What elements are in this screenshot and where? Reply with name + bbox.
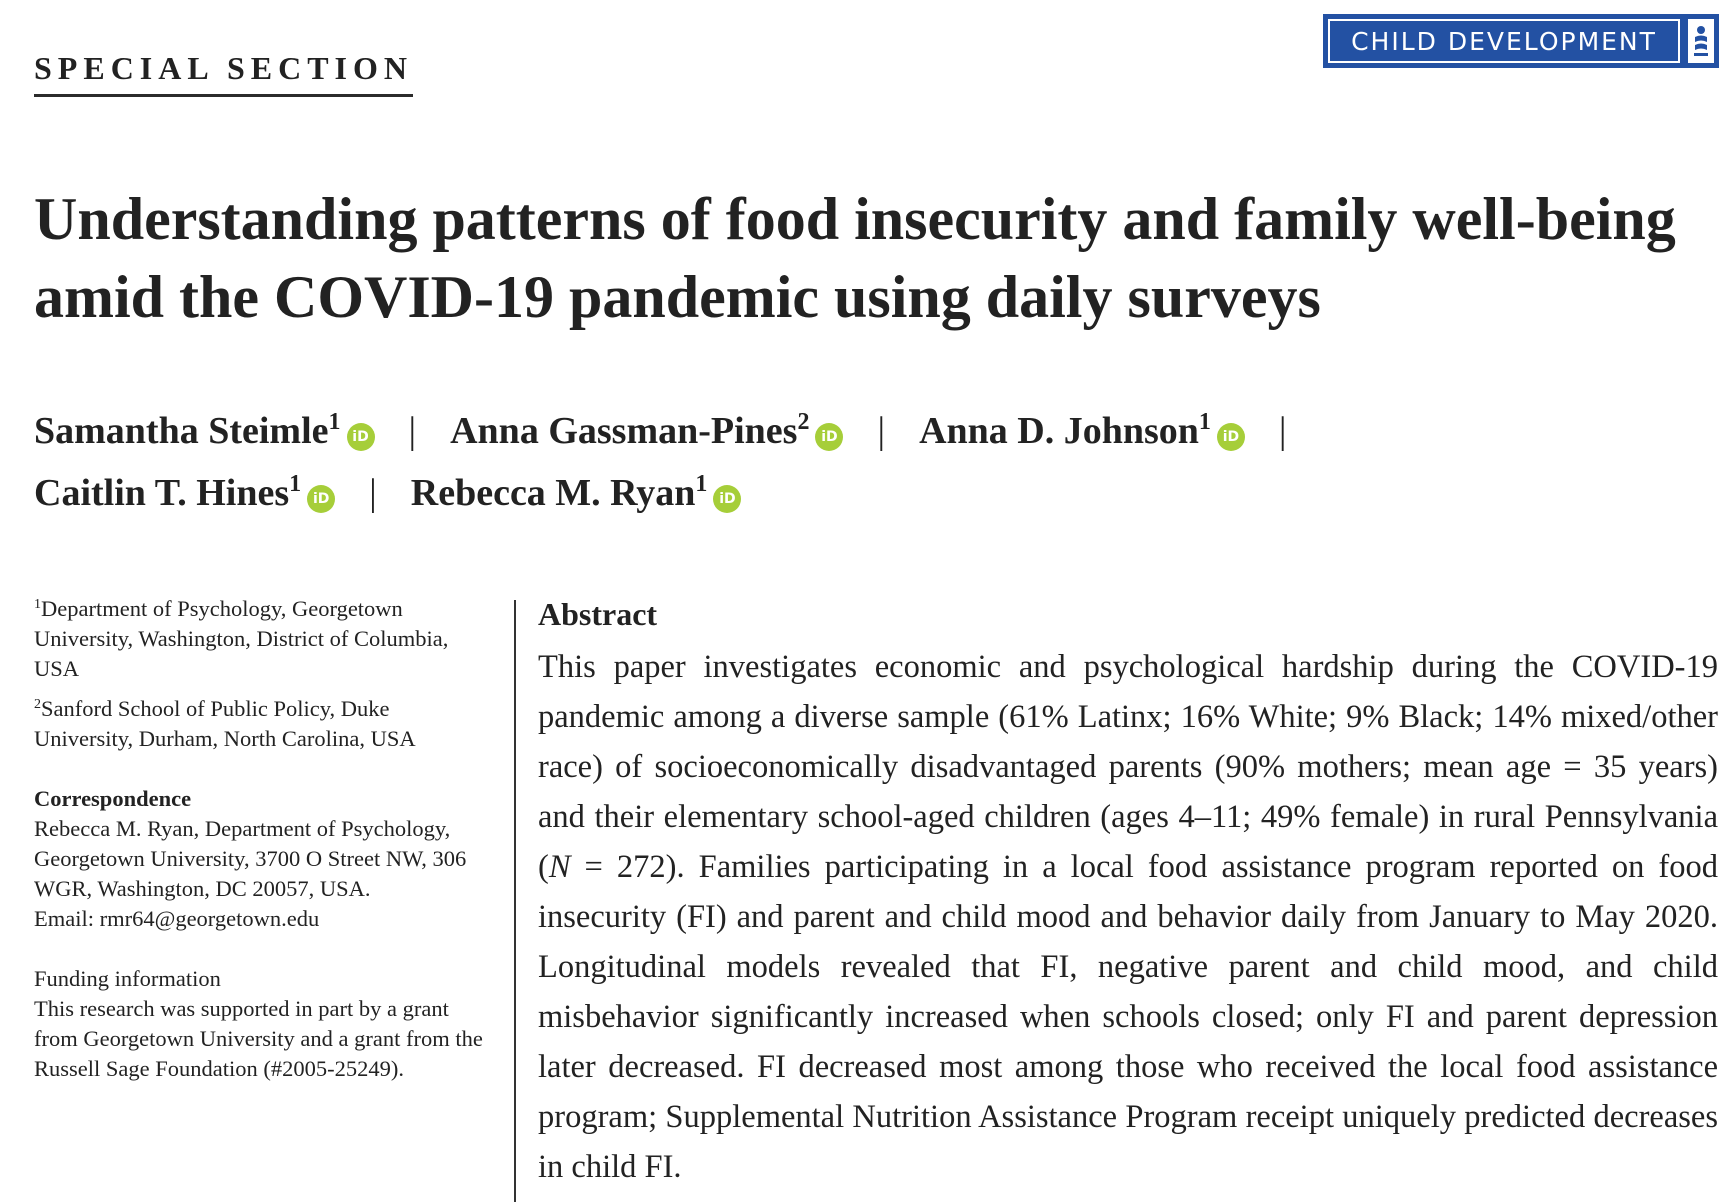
journal-name: CHILD DEVELOPMENT <box>1328 19 1680 63</box>
affiliation-text: Sanford School of Public Policy, Duke University, Durham, North Carolina, USA <box>34 696 416 751</box>
author-affiliation-number: 1 <box>1198 409 1211 435</box>
author-affiliation-number: 2 <box>797 409 810 435</box>
journal-badge[interactable] <box>1323 14 1719 68</box>
orcid-icon[interactable]: iD <box>347 423 375 451</box>
author-list <box>34 400 1714 524</box>
affiliation-text: Department of Psychology, Georgetown University, Washington, District of Columbia, USA <box>34 596 449 681</box>
funding-text: This research was supported in part by a grant from Georgetown University and a grant from the Russell Sage Foundation (#2005-25249). <box>34 996 483 1081</box>
author-name: Rebecca M. Ryan <box>410 472 696 514</box>
author-separator: | <box>408 410 417 452</box>
author-affiliation-number: 1 <box>695 471 708 497</box>
author-name: Caitlin T. Hines <box>34 472 290 514</box>
abstract-text-part2: = 272). Families participating in a local food assistance program reported on food insecurity (FI) and parent and child mood and behavior daily from January to May 2020. Longitudinal models revealed that FI, negative parent and child mood, and child misbehavior significantly increased when schools closed; only FI and parent depression later decreased. FI decreased most among those who received the local food assistance program; Supplemental Nutrition Assistance Program receipt uniquely predicted decreases in child FI. <box>538 849 1718 1185</box>
author-affiliation-number: 1 <box>289 471 302 497</box>
abstract-body <box>538 642 1718 1192</box>
article-info-sidebar <box>34 594 494 1084</box>
author-separator: | <box>369 472 377 514</box>
abstract-section <box>538 594 1718 1192</box>
correspondence-email[interactable]: Email: rmr64@georgetown.edu <box>34 906 320 931</box>
funding-heading: Funding information <box>34 966 221 991</box>
affiliation-number: 2 <box>34 697 41 712</box>
orcid-icon[interactable]: iD <box>1217 423 1245 451</box>
author[interactable] <box>450 410 843 452</box>
author[interactable] <box>411 472 742 514</box>
paper-title: Understanding patterns of food insecurity and family well-being amid the COVID-19 pandemic using daily surveys <box>34 186 1676 330</box>
srcd-logo-icon <box>1688 19 1714 63</box>
affiliation <box>34 694 494 754</box>
orcid-icon[interactable]: iD <box>307 485 335 513</box>
author-affiliation-number: 1 <box>328 409 341 435</box>
author-name: Samantha Steimle <box>34 410 329 452</box>
orcid-icon[interactable]: iD <box>815 423 843 451</box>
affiliation <box>34 594 494 684</box>
author-name: Anna Gassman-Pines <box>450 410 798 452</box>
author-name: Anna D. Johnson <box>919 410 1199 452</box>
author-separator: | <box>1278 410 1287 452</box>
abstract-heading: Abstract <box>538 596 658 632</box>
column-divider <box>514 600 516 1202</box>
author[interactable] <box>34 410 375 452</box>
correspondence-heading: Correspondence <box>34 786 192 811</box>
sample-size-symbol: N <box>548 849 571 885</box>
special-section-label: SPECIAL SECTION <box>34 52 413 97</box>
author[interactable] <box>34 472 335 514</box>
orcid-icon[interactable]: iD <box>713 485 741 513</box>
correspondence-text: Rebecca M. Ryan, Department of Psychology, Georgetown University, 3700 O Street NW, 306 WGR, Washington, DC 20057, USA. <box>34 816 467 901</box>
author[interactable] <box>919 410 1245 452</box>
affiliation-number: 1 <box>34 597 41 612</box>
author-separator: | <box>877 410 886 452</box>
abstract-text-part1: This paper investigates economic and psychological hardship during the COVID-19 pandemic among a diverse sample (61% Latinx; 16% White; 9% Black; 14% mixed/other race) of socioeconomically disadvantaged parents (90% mothers; mean age = 35 years) and their elementary school-aged children (ages 4–11; 49% female) in rural Pennsylvania ( <box>538 649 1718 885</box>
